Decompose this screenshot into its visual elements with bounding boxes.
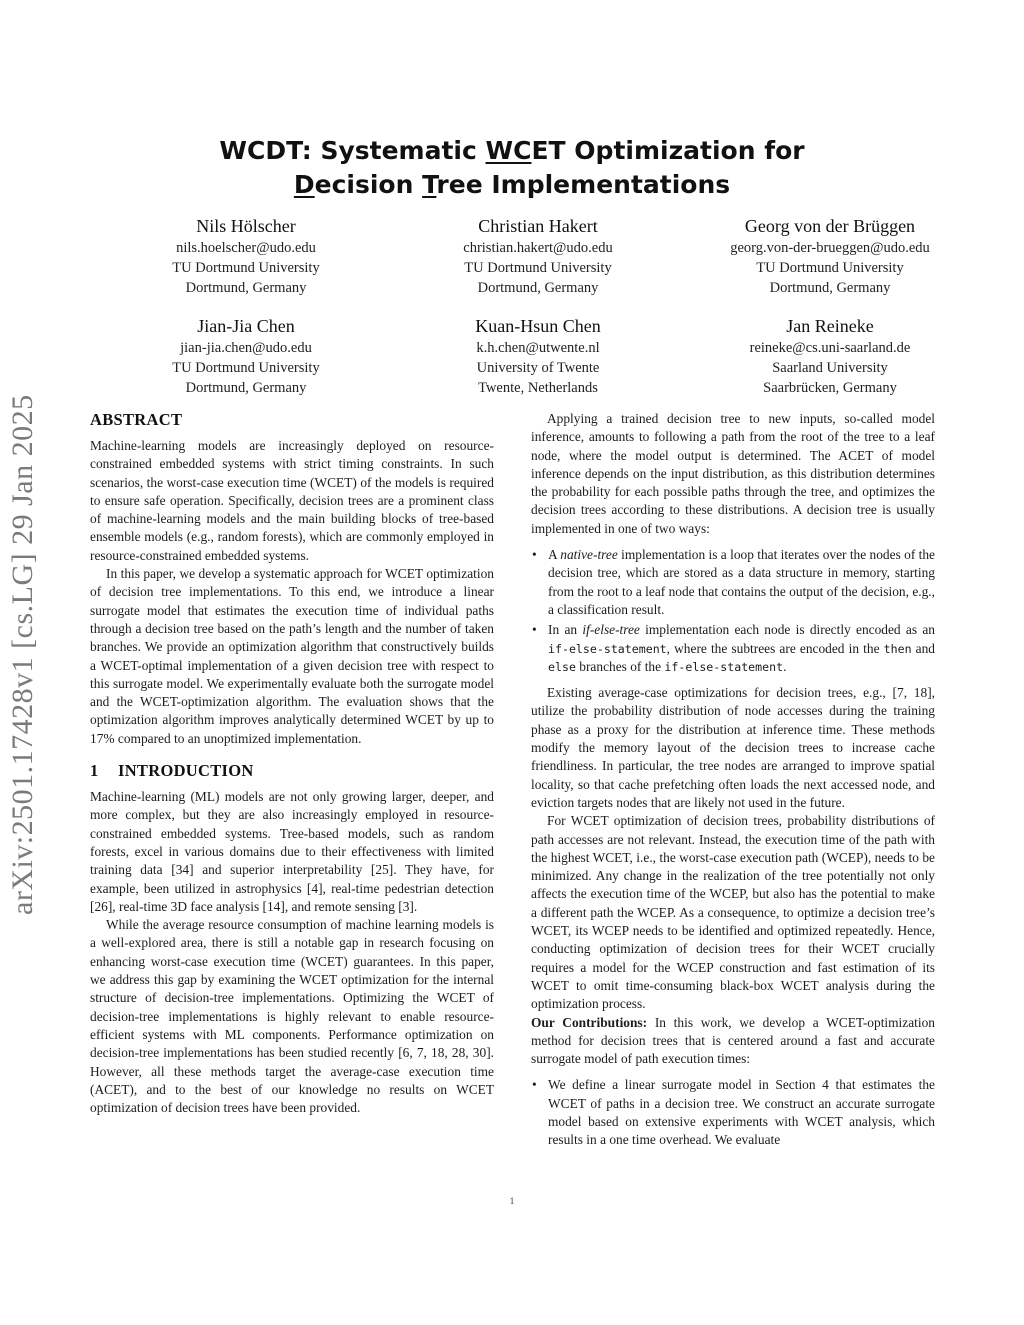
author	[392, 214, 684, 298]
author	[684, 314, 976, 398]
abstract-paragraph: In this paper, we develop a systematic approach for WCET optimization of decision tree implementations. To this end, we introduce a linear surrogate model that estimates the execution time of individual paths through a decision tree based on the path’s length and the number of taken branches. We provide an optimization algorithm that constructively builds a WCET-optimal implementation of a given decision tree with respect to this surrogate model. We experimentally evaluate both the surrogate model and the WCET-optimization algorithm. The evaluation shows that the optimization algorithm improves analytically determined WCET by up to 17% compared to an unoptimized implementation.	[90, 566, 494, 746]
author-affiliation: University of Twente	[476, 360, 600, 376]
author-email: georg.von-der-brueggen@udo.edu	[730, 240, 930, 256]
paper-title	[120, 134, 904, 202]
list-item: • A native-tree implementation is a loop that iterates over the nodes of the decision tree, which are stored as a data structure in memory, starting from the root to a leaf node that contains the output of the decision, e.g., a classification result.	[532, 547, 935, 617]
author-affiliation: TU Dortmund University	[464, 260, 612, 276]
author	[100, 314, 392, 398]
section-number: 1	[90, 761, 99, 781]
author-name: Kuan-Hsun Chen	[475, 316, 601, 336]
abstract-paragraph: Machine-learning models are increasingly deployed on resource-constrained embedded systems with strict timing constraints. In such scenarios, the worst-case execution time (WCET) of the models is required to ensure safe operation. Specifically, decision trees are a prominent class of machine-learning models and the main building blocks of tree-based ensemble models (e.g., random forests), which are commonly employed in resource-constrained embedded systems.	[90, 438, 494, 563]
author	[684, 214, 976, 298]
author	[392, 314, 684, 398]
author-email: nils.hoelscher@udo.edu	[176, 240, 316, 256]
author-affiliation: Saarland University	[772, 360, 888, 376]
author-row	[100, 314, 976, 398]
author-location: Saarbrücken, Germany	[763, 380, 897, 396]
bullet-marker: •	[532, 547, 537, 563]
author-email: christian.hakert@udo.edu	[463, 240, 613, 256]
author-email: k.h.chen@utwente.nl	[476, 340, 600, 356]
section-title: INTRODUCTION	[118, 761, 254, 781]
author-name: Christian Hakert	[478, 216, 598, 236]
title-line-1: WCDT: Systematic WCET Optimization for	[219, 136, 805, 165]
author-location: Dortmund, Germany	[477, 280, 599, 296]
abstract-heading: ABSTRACT	[90, 410, 183, 429]
author-name: Jian-Jia Chen	[197, 316, 295, 336]
author-affiliation: TU Dortmund University	[756, 260, 904, 276]
author-name: Nils Hölscher	[196, 216, 296, 236]
author-location: Dortmund, Germany	[185, 280, 307, 296]
list-item: • We define a linear surrogate model in Section 4 that estimates the WCET of paths in a decision tree. We construct an accurate surrogate model based on extensive experiments with WCET analysis, which results in a one time overhead. We evaluate	[532, 1077, 935, 1148]
author-location: Twente, Netherlands	[478, 380, 598, 396]
contributions-list	[531, 1076, 935, 1149]
author-email: jian-jia.chen@udo.edu	[180, 340, 312, 356]
author-affiliation: TU Dortmund University	[172, 260, 320, 276]
list-item: • In an if-else-tree implementation each node is directly encoded as an if-else-statement, where the subtrees are encoded in the then and else branches of the if-else-statement.	[532, 622, 935, 674]
code-term: if-else-statement	[664, 659, 784, 674]
right-column	[531, 410, 935, 1158]
author-block	[100, 214, 976, 398]
author-affiliation: TU Dortmund University	[172, 360, 320, 376]
body-paragraph: Applying a trained decision tree to new inputs, so-called model inference, amounts to following a path from the root of the tree to a leaf node, where the model output is determined. The ACET of model inference depends on the input distribution, as this distribution determines the probability for each possible paths through the tree, and optimizes the decision trees according to these distributions. A decision tree is usually implemented in one of two ways:	[531, 411, 935, 536]
body-paragraph: Existing average-case optimizations for decision trees, e.g., [7, 18], utilize the probability distribution of node accesses during the training phase as a proxy for the distribution at inference time. These methods modify the memory layout of the decision trees to increase cache friendliness. In particular, the tree nodes are arranged to improve spatial locality, so that cache prefetching often loads the next accessed node, and eviction targets nodes that are likely not used in the future.	[531, 685, 935, 810]
term-native-tree: native-tree	[560, 547, 618, 563]
intro-paragraph: While the average resource consumption of machine learning models is a well-explored area, there is still a notable gap in research focusing on enhancing worst-case execution time (WCET) guarantees. In this paper, we address this gap by examining the WCET optimization for the internal structure of decision-tree implementations. Optimizing the WCET of decision-tree implementations is highly relevant to enable resource-efficient systems with ML components. Performance optimization on decision-tree implementations has been studied recently [6, 7, 18, 28, 30]. However, all these methods target the average-case execution time (ACET), and to the best of our knowledge no results on WCET optimization of decision trees have been provided.	[90, 917, 494, 1116]
title-line-2: Decision Tree Implementations	[293, 170, 731, 199]
author-name: Georg von der Brüggen	[744, 216, 916, 236]
author-row	[100, 214, 976, 298]
page-number: 1	[509, 1196, 515, 1206]
code-term: then	[883, 641, 912, 656]
term-if-else-tree: if-else-tree	[582, 622, 640, 638]
author-name: Jan Reineke	[786, 316, 874, 336]
author-location: Dortmund, Germany	[769, 280, 891, 296]
code-term: if-else-statement	[548, 641, 667, 656]
left-column	[90, 409, 494, 1117]
author-email: reineke@cs.uni-saarland.de	[749, 340, 911, 356]
author-location: Dortmund, Germany	[185, 380, 307, 396]
code-term: else	[548, 659, 576, 674]
author	[100, 214, 392, 298]
body-paragraph: For WCET optimization of decision trees, probability distributions of path accesses are not relevant. Instead, the execution time of the path with the highest WCET, i.e., the worst-case execution path (WCEP), needs to be minimized. Any change in the realization of the tree potentially not only affects the execution time of the WCEP, but also has the potential to make a different path the WCEP. As a consequence, to optimize a decision tree’s WCET, its WCEP needs to be identified and optimized repeatedly. Hence, conducting optimization of decision trees for their WCET crucially requires a model for the WCEP construction and fast estimation of its WCET to omit time-consuming black-box WCET analysis during the optimization process.	[531, 813, 935, 1012]
intro-heading	[90, 760, 494, 782]
arxiv-identifier: arXiv:2501.17428v1 [cs.LG] 29 Jan 2025	[6, 394, 39, 916]
intro-paragraph: Machine-learning (ML) models are not only growing larger, deeper, and more complex, but they are also increasingly employed in resource-constrained embedded systems. Tree-based models, such as random forests, excel in various domains due to their effectiveness with limited training data [34] and superior interpretability [25]. They have, for example, been utilized in astrophysics [4], real-time pedestrian detection [26], real-time 3D face analysis [14], and remote sensing [3].	[90, 789, 494, 914]
implementation-list	[531, 546, 935, 676]
contributions-paragraph: Our Contributions: In this work, we develop a WCET-optimization method for decision trees that is centered around a fast and accurate surrogate model of path execution times:	[531, 1014, 935, 1067]
bullet-marker: •	[532, 1077, 537, 1093]
contributions-lead: Our Contributions:	[531, 1014, 648, 1030]
bullet-marker: •	[532, 622, 537, 638]
